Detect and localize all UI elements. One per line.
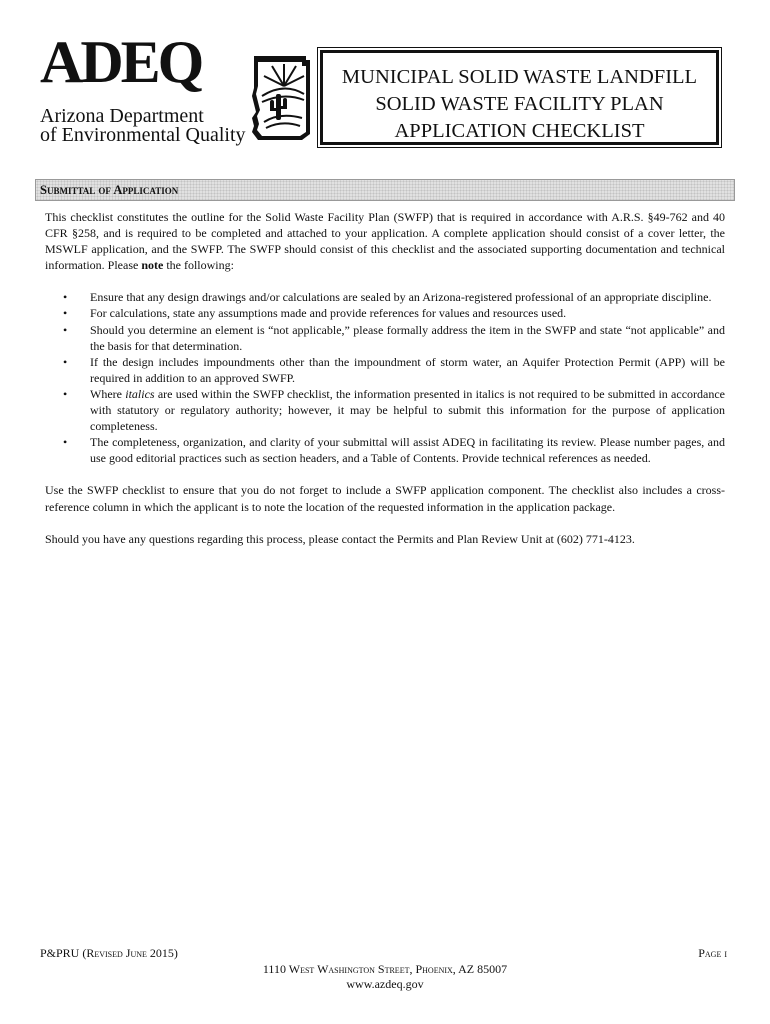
contact-paragraph: Should you have any questions regarding this process, please contact the Permits and Plan Review Unit at (602) 771-4123. — [45, 531, 635, 546]
list-item — [45, 434, 725, 466]
bullet-text: If the design includes impoundments other than the impoundment of storm water, an Aquifer Protection Permit (APP) will be required in addition to an approved SWFP. — [90, 354, 725, 385]
title-line-1: MUNICIPAL SOLID WASTE LANDFILL — [341, 66, 698, 88]
bullet-icon: • — [63, 306, 68, 321]
bullet-text: Should you determine an element is “not applicable,” please formally address the item in the SWFP and state “not applicable” and the basis for that determination. — [90, 322, 725, 353]
footer-revision: P&PRU (Revised June 2015) — [40, 946, 178, 960]
page-header — [0, 0, 770, 170]
intro-paragraph — [45, 209, 725, 273]
bullet-text-end: are used within the SWFP checklist, the information presented in italics is not required to be submitted in accordance with statutory or regulatory authority; however, it may be helpful to submit this information for the purpose of application completeness. — [90, 386, 726, 434]
intro-text: This checklist constitutes the outline for the Solid Waste Facility Plan (SWFP) that is required in accordance with A.R.S. §49-762 and 40 CFR §258, and is required to be completed and attached to your application. A complete application should consist of a cover letter, the MSWLF application, and the SWFP. The SWFP should consist of this checklist and the associated supporting documentation and technical information. Please — [45, 210, 725, 273]
adeq-logo — [40, 29, 322, 154]
bullet-icon: • — [63, 354, 68, 369]
footer-address: 1110 West Washington Street, Phoenix, AZ 85007 — [262, 962, 508, 976]
list-item — [45, 322, 725, 354]
bullet-text-start: Where — [90, 386, 126, 401]
intro-note-bold: note — [141, 258, 164, 273]
bullet-italics-word: italics — [125, 386, 155, 401]
bullet-icon: • — [63, 322, 68, 337]
bullet-icon: • — [63, 435, 68, 450]
section-header-bar — [35, 179, 735, 201]
title-line-3: APPLICATION CHECKLIST — [394, 120, 645, 142]
bullet-text: The completeness, organization, and clarity of your submittal will assist ADEQ in facilitating its review. Please number pages, and use good editorial practices such as section headers, and a Table of Contents. Provide technical references as needed. — [90, 435, 725, 466]
checklist-usage-paragraph: Use the SWFP checklist to ensure that you do not forget to include a SWFP application component. The checklist also includes a cross-reference column in which the applicant is to note the location of the requested information in the application package. — [45, 483, 725, 514]
arizona-state-emblem-icon — [250, 52, 316, 144]
list-item — [45, 386, 725, 434]
list-item — [45, 305, 725, 321]
instruction-bullet-list — [45, 289, 725, 466]
section-title: Submittal of Application — [40, 183, 179, 197]
document-body — [45, 209, 725, 547]
document-title-box — [320, 50, 719, 145]
list-item — [45, 354, 725, 386]
bullet-icon: • — [63, 386, 68, 401]
intro-text-end: the following: — [163, 258, 234, 273]
logo-wordmark: ADEQ — [40, 29, 202, 95]
logo-agency-line-1: Arizona Department — [40, 105, 204, 127]
bullet-text: Ensure that any design drawings and/or calculations are sealed by an Arizona-registered professional of an appropriate discipline. — [90, 290, 712, 305]
bullet-icon: • — [63, 290, 68, 305]
bullet-text: For calculations, state any assumptions made and provide references for values and resources used. — [90, 306, 567, 321]
footer-website-link[interactable]: www.azdeq.gov — [346, 977, 424, 991]
footer-page-number: Page i — [698, 946, 727, 960]
title-line-2: SOLID WASTE FACILITY PLAN — [375, 93, 664, 115]
list-item — [45, 289, 725, 305]
logo-agency-line-2: of Environmental Quality — [40, 124, 246, 146]
